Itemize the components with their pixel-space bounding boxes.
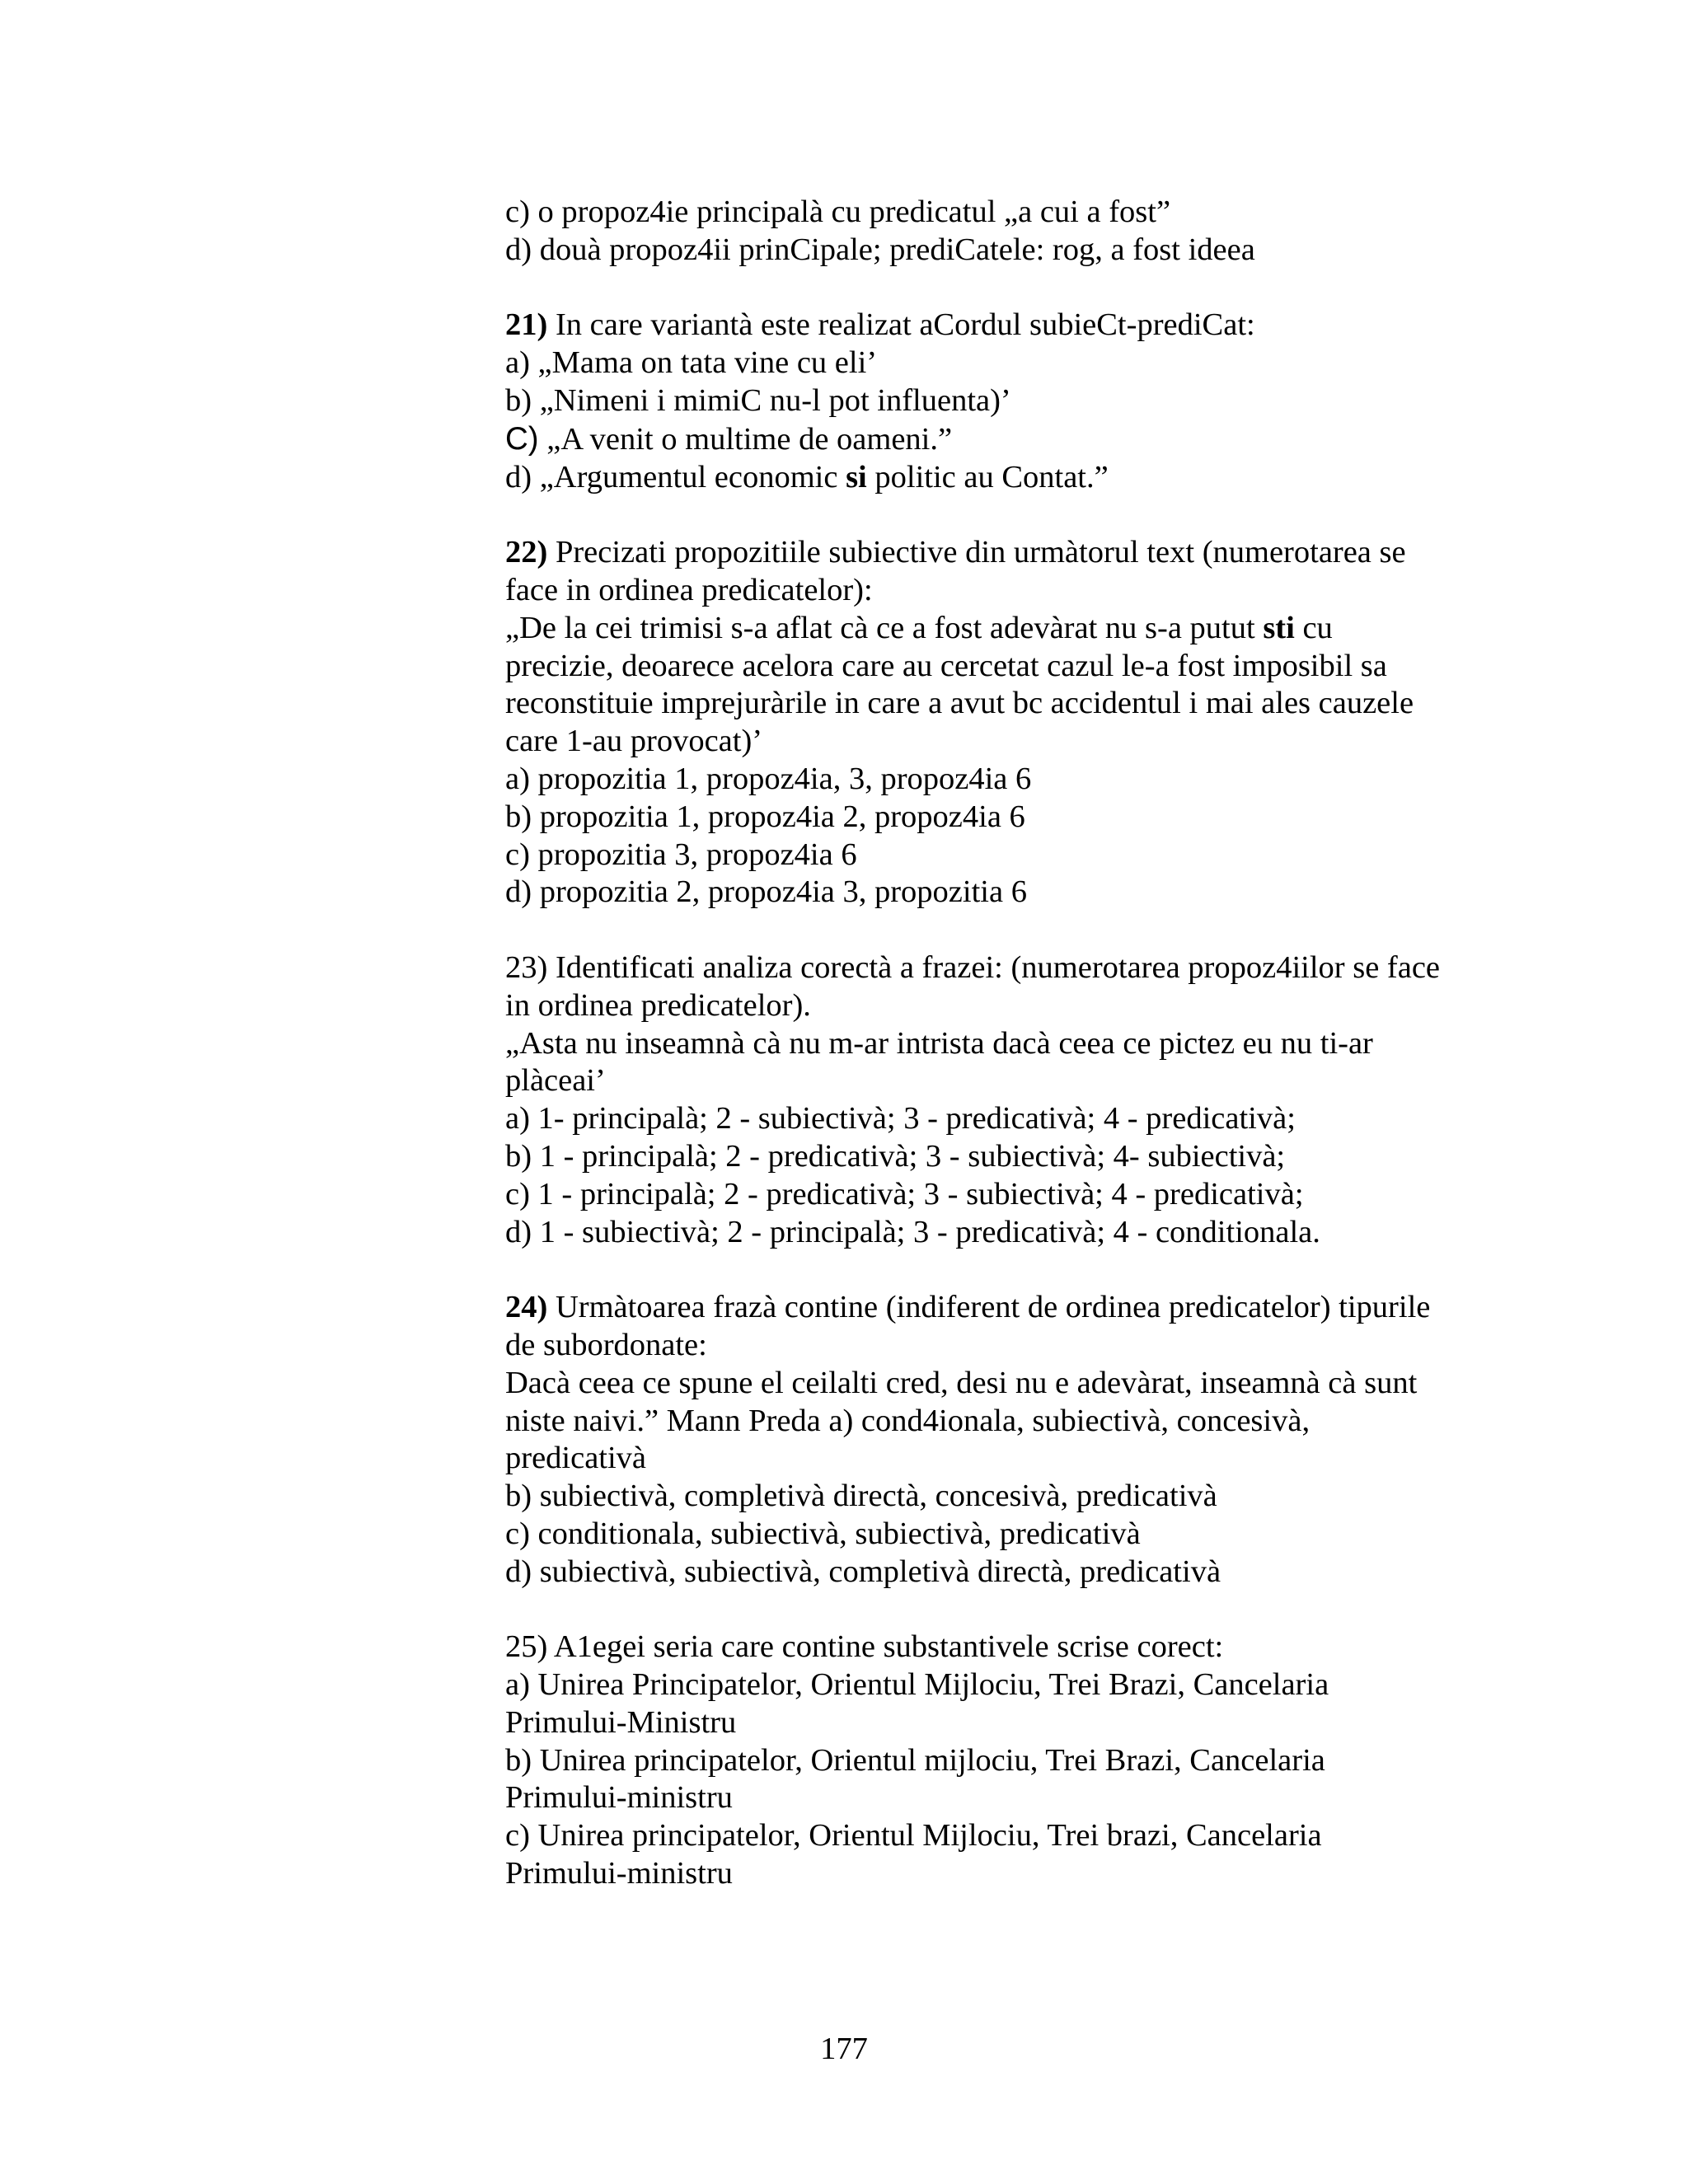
q24-text-line2: niste naivi.” Mann Preda a) cond4ionala, subiectivà, concesivà,: [505, 1403, 1311, 1438]
q21-option-c-text: „A venit o multime de oameni.”: [538, 421, 953, 457]
q24-text-line1: Dacà ceea ce spune el ceilalti cred, desi nu e adevàrat, inseamnà cà sunt: [505, 1365, 1418, 1400]
spacer: [505, 269, 1519, 307]
q24-text-line3: predicativà: [505, 1441, 647, 1476]
q24-question-line1: [505, 1289, 1519, 1327]
q25-option-a-line2: Primului-Ministru: [505, 1704, 737, 1740]
q23-option-a: a) 1- principalà; 2 - subiectivà; 3 - predicativà; 4 - predicativà;: [505, 1101, 1296, 1137]
q22-question-line1: [505, 534, 1519, 572]
q21-option-a: a) „Mama on tata vine cu eli’: [505, 345, 878, 381]
q24-question-text: Urmàtoarea frazà contine (indiferent de ordinea predicatelor) tipurile: [547, 1290, 1431, 1325]
q22-option-c: c) propozitia 3, propoz4ia 6: [505, 837, 857, 872]
q22-text-line3: reconstituie imprejuràrile in care a avut bc accidentul i mai ales cauzele: [505, 686, 1414, 721]
q21-question-text: In care variantà este realizat aCordul subieCt-prediCat:: [547, 307, 1255, 343]
q22-text-after: cu: [1294, 610, 1333, 645]
page-content: [505, 194, 1519, 1893]
q23-text-line2: plàceai’: [505, 1063, 606, 1099]
spacer: [505, 1591, 1519, 1629]
q21-option-d-bold: si: [846, 459, 867, 494]
q25-option-c-line2: Primului-ministru: [505, 1856, 733, 1891]
spacer: [505, 496, 1519, 534]
q22-number: 22): [505, 535, 548, 570]
q22-option-b: b) propozitia 1, propoz4ia 2, propoz4ia 6: [505, 799, 1025, 834]
spacer: [505, 1251, 1519, 1289]
q25-option-b-line2: Primului-ministru: [505, 1780, 733, 1816]
q24-question-line2: de subordonate:: [505, 1327, 707, 1362]
q21-option-c: [505, 420, 1519, 459]
q21-option-d-after: politic au Contat.”: [866, 459, 1109, 494]
q24-option-c: c) conditionala, subiectivà, subiectivà, predicativà: [505, 1516, 1141, 1551]
q21-number: 21): [505, 307, 548, 343]
spacer: [505, 912, 1519, 949]
q22-text-line1: [505, 610, 1519, 648]
q21-option-d-before: d) „Argumentul economic: [505, 459, 846, 494]
q25-option-c-line1: c) Unirea principatelor, Orientul Mijlociu, Trei brazi, Cancelaria: [505, 1818, 1322, 1854]
q20-option-d: d) douà propoz4ii prinCipale; prediCatele: rog, a fost ideea: [505, 232, 1255, 267]
q22-text-before: „De la cei trimisi s-a aflat cà ce a fost adevàrat nu s-a putut: [505, 610, 1264, 645]
q23-option-c: c) 1 - principalà; 2 - predicativà; 3 - subiectivà; 4 - predicativà;: [505, 1176, 1304, 1212]
q25-option-a-line1: a) Unirea Principatelor, Orientul Mijlociu, Trei Brazi, Cancelaria: [505, 1667, 1329, 1703]
q20-option-c: c) o propoz4ie principalà cu predicatul „a cui a fost”: [505, 194, 1171, 229]
q22-option-a: a) propozitia 1, propoz4ia, 3, propoz4ia 6: [505, 761, 1032, 796]
q23-question-line1: 23) Identificati analiza corectà a frazei: (numerotarea propoz4iilor se face: [505, 949, 1441, 985]
q23-question-line2: in ordinea predicatelor).: [505, 987, 811, 1023]
q21-option-c-letter: C): [505, 420, 539, 457]
q22-text-line4: care 1-au provocat)’: [505, 724, 763, 759]
q25-option-b-line1: b) Unirea principatelor, Orientul mijlociu, Trei Brazi, Cancelaria: [505, 1742, 1325, 1778]
q23-option-b: b) 1 - principalà; 2 - predicativà; 3 - subiectivà; 4- subiectivà;: [505, 1138, 1286, 1174]
q22-question-line2: face in ordinea predicatelor):: [505, 572, 873, 607]
q21-option-d: [505, 459, 1519, 497]
q22-question-text: Precizati propozitiile subiective din urmàtorul text (numerotarea se: [547, 535, 1406, 570]
q22-option-d: d) propozitia 2, propoz4ia 3, propozitia 6: [505, 874, 1027, 910]
q22-text-line2: precizie, deoarece acelora care au cercetat cazul le-a fost imposibil sa: [505, 648, 1387, 683]
q25-question: 25) A1egei seria care contine substantivele scrise corect:: [505, 1629, 1224, 1665]
q21-question: [505, 307, 1519, 344]
q23-option-d: d) 1 - subiectivà; 2 - principalà; 3 - predicativà; 4 - conditionala.: [505, 1214, 1320, 1249]
q24-option-b: b) subiectivà, completivà directà, concesivà, predicativà: [505, 1479, 1217, 1514]
q21-option-b: b) „Nimeni i mimiC nu-l pot influenta)’: [505, 382, 1011, 418]
q23-text-line1: „Asta nu inseamnà cà nu m-ar intrista dacà ceea ce pictez eu nu ti-ar: [505, 1025, 1373, 1061]
q24-number: 24): [505, 1290, 548, 1325]
q22-text-bold: sti: [1263, 610, 1295, 645]
page-number: 177: [820, 2032, 868, 2066]
q24-option-d: d) subiectivà, subiectivà, completivà directà, predicativà: [505, 1554, 1221, 1589]
